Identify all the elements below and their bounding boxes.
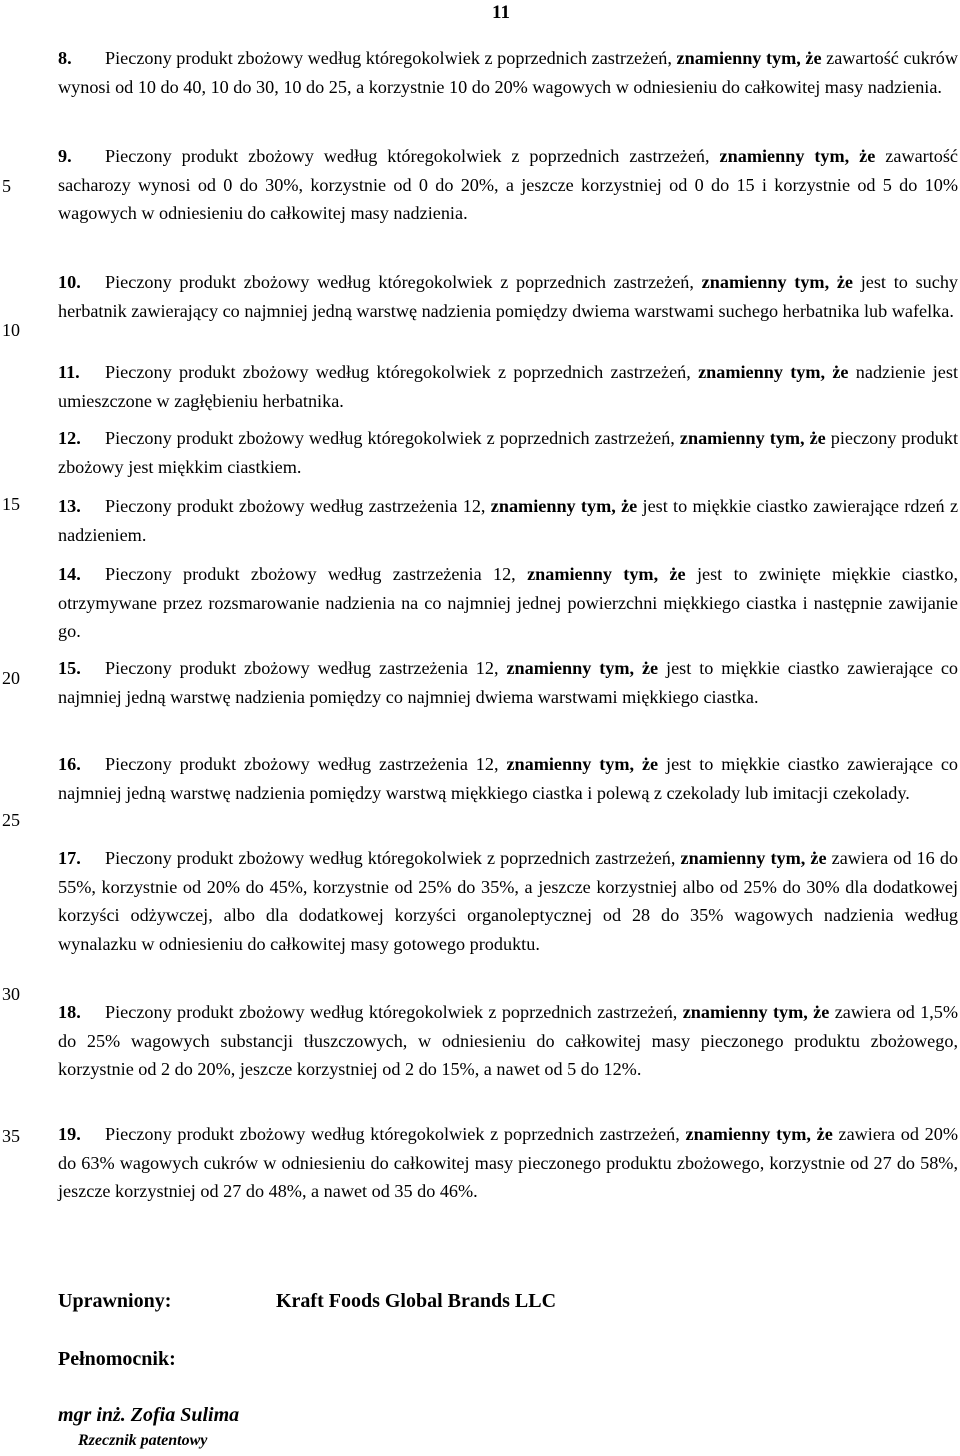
claim-keyword: znamienny tym, że [679,428,826,448]
claim-keyword: znamienny tym, że [506,658,659,678]
line-number: 35 [2,1126,20,1146]
claim-keyword: znamienny tym, że [701,272,853,292]
claim-text: zawiera od 16 do 55%, korzystnie od 20% do 45%, korzystnie od 25% do 35%, a jeszcze korzystniej albo od 25% do 30% dla dodatkowej korzyści odżywczej, albo dla dodatkowej korzyści organoleptycznej od 28 do 35% wagowych nadzienia według wynalazku w odniesieniu do całkowitej masy gotowego produktu. [58,848,959,955]
attorney-name: mgr inż. Zofia Sulima [58,1404,240,1426]
line-number: 5 [2,176,11,196]
line-number: 20 [2,668,20,688]
claim-13 [58,492,958,549]
claim-text: jest to miękkie ciastko zawierające rdzeń z nadzieniem. [58,496,959,545]
claim-keyword: znamienny tym, że [685,1124,833,1144]
claim-18 [58,998,958,1084]
claim-19 [58,1120,958,1206]
claim-12 [58,424,958,481]
attorney-title: Rzecznik patentowy [78,1432,208,1449]
page-number: 11 [492,2,510,23]
claim-text: Pieczony produkt zbożowy według któregokolwiek z poprzednich zastrzeżeń, [105,362,691,382]
claim-text: jest to zwinięte miękkie ciastko, otrzymywane przez rozsmarowanie nadzienia na co najmniej jednej powierzchni miękkiego ciastka i następnie zawijanie go. [58,564,958,642]
claim-keyword: znamienny tym, że [682,1002,830,1022]
claim-number: 14. [58,564,81,584]
line-number: 15 [2,494,20,514]
claim-text: Pieczony produkt zbożowy według któregokolwiek z poprzednich zastrzeżeń, [105,428,675,448]
claim-keyword: znamienny tym, że [676,48,822,68]
claim-15 [58,654,958,711]
claim-number: 13. [58,496,81,516]
claim-10 [58,268,958,325]
claim-number: 9. [58,146,72,166]
claim-keyword: znamienny tym, że [719,146,876,166]
claim-keyword: znamienny tym, że [527,564,686,584]
claim-number: 11. [58,362,80,382]
claim-number: 17. [58,848,81,868]
claim-text: Pieczony produkt zbożowy według zastrzeżenia 12, [105,754,499,774]
applicant-label: Uprawniony: [58,1290,172,1312]
claim-text: zawiera od 20% do 63% wagowych cukrów w odniesieniu do całkowitej masy pieczonego produktu zbożowego, korzystnie od 27 do 58%, jeszcze korzystniej od 27 do 48%, a nawet od 35 do 46%. [58,1124,959,1202]
claim-9 [58,142,958,228]
claim-text: Pieczony produkt zbożowy według któregokolwiek z poprzednich zastrzeżeń, [105,48,672,68]
claim-number: 15. [58,658,81,678]
claim-number: 16. [58,754,81,774]
claim-keyword: znamienny tym, że [506,754,659,774]
claim-text: Pieczony produkt zbożowy według zastrzeżenia 12, [105,496,486,516]
applicant-value: Kraft Foods Global Brands LLC [276,1290,557,1312]
claim-text: Pieczony produkt zbożowy według zastrzeżenia 12, [105,658,499,678]
attorney-label: Pełnomocnik: [58,1348,176,1370]
claim-text: Pieczony produkt zbożowy według któregokolwiek z poprzednich zastrzeżeń, [105,1002,678,1022]
claim-text: zawartość sacharozy wynosi od 0 do 30%, korzystnie od 0 do 20%, a jeszcze korzystniej od 0 do 15 i korzystnie od 5 do 10% wagowych w odniesieniu do całkowitej masy nadzienia. [58,146,959,224]
claim-text: pieczony produkt zbożowy jest miękkim ciastkiem. [58,428,959,477]
claim-keyword: znamienny tym, że [680,848,827,868]
claim-text: Pieczony produkt zbożowy według któregokolwiek z poprzednich zastrzeżeń, [105,848,676,868]
claim-text: zawartość cukrów wynosi od 10 do 40, 10 do 30, 10 do 25, a korzystnie 10 do 20% wagowych w odniesieniu do całkowitej masy nadzienia. [58,48,958,97]
claim-text: jest to suchy herbatnik zawierający co najmniej jedną warstwę nadzienia pomiędzy dwiema warstwami suchego herbatnika lub wafelka. [58,272,959,321]
claim-17 [58,844,958,959]
claim-number: 10. [58,272,81,292]
claim-number: 8. [58,48,72,68]
claim-11 [58,358,958,415]
claim-keyword: znamienny tym, że [490,496,638,516]
claim-number: 19. [58,1124,81,1144]
claim-14 [58,560,958,646]
line-number: 25 [2,810,20,830]
claim-text: jest to miękkie ciastko zawierające co najmniej jedną warstwę nadzienia pomiędzy warstwą miękkiego ciastka i polewą z czekolady lub imitacji czekolady. [58,754,959,803]
claim-text: Pieczony produkt zbożowy według któregokolwiek z poprzednich zastrzeżeń, [105,272,694,292]
claim-number: 12. [58,428,81,448]
line-number: 30 [2,984,20,1004]
claim-16 [58,750,958,807]
claim-text: zawiera od 1,5% do 25% wagowych substancji tłuszczowych, w odniesieniu do całkowitej masy pieczonego produktu zbożowego, korzystnie od 2 do 20%, jeszcze korzystniej od 2 do 15%, a nawet od 5 do 12%. [58,1002,959,1080]
claim-text: nadzienie jest umieszczone w zagłębieniu herbatnika. [58,362,958,411]
claim-text: Pieczony produkt zbożowy według któregokolwiek z poprzednich zastrzeżeń, [105,146,710,166]
claim-keyword: znamienny tym, że [698,362,849,382]
claim-text: Pieczony produkt zbożowy według zastrzeżenia 12, [105,564,516,584]
line-number: 10 [2,320,20,340]
claim-8 [58,44,958,101]
claim-text: jest to miękkie ciastko zawierające co najmniej jedną warstwę nadzienia pomiędzy co najmniej dwiema warstwami miękkiego ciastka. [58,658,959,707]
claim-text: Pieczony produkt zbożowy według któregokolwiek z poprzednich zastrzeżeń, [105,1124,680,1144]
claim-number: 18. [58,1002,81,1022]
